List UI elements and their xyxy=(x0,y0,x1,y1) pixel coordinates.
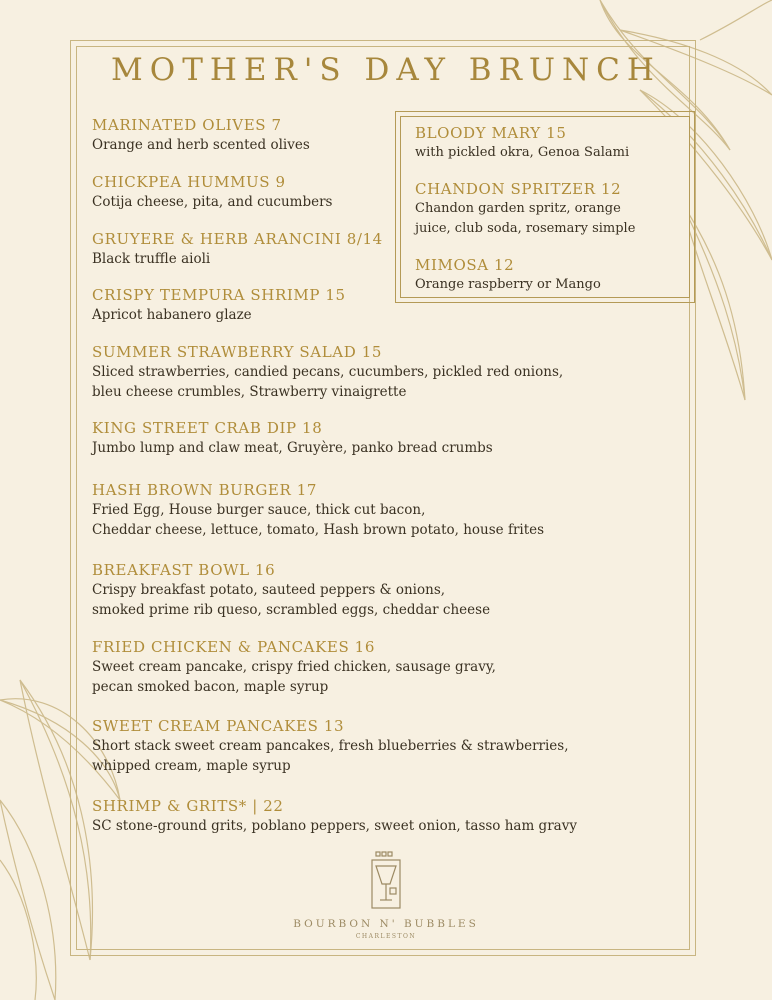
drink-name: BLOODY MARY 15 xyxy=(415,124,567,142)
menu-item-desc: pecan smoked bacon, maple syrup xyxy=(92,679,329,695)
drink-desc: with pickled okra, Genoa Salami xyxy=(415,145,630,160)
menu-item-desc: Fried Egg, House burger sauce, thick cut bacon, xyxy=(92,502,426,518)
menu-item-name: SWEET CREAM PANCAKES 13 xyxy=(92,717,345,735)
menu-item-name: SUMMER STRAWBERRY SALAD 15 xyxy=(92,343,383,361)
menu-item-desc: Cotija cheese, pita, and cucumbers xyxy=(92,194,333,210)
menu-item-desc: Sweet cream pancake, crispy fried chicken, sausage gravy, xyxy=(92,659,496,675)
menu-item-name: CRISPY TEMPURA SHRIMP 15 xyxy=(92,286,346,304)
menu-item xyxy=(92,480,612,540)
menu-item-desc: Crispy breakfast potato, sauteed peppers & onions, xyxy=(92,582,446,598)
menu-item-desc: SC stone-ground grits, poblano peppers, sweet onion, tasso ham gravy xyxy=(92,818,577,834)
menu-item-desc: smoked prime rib queso, scrambled eggs, cheddar cheese xyxy=(92,602,491,618)
menu-item-desc: whipped cream, maple syrup xyxy=(92,758,291,774)
menu-item-desc: Sliced strawberries, candied pecans, cucumbers, pickled red onions, xyxy=(92,364,564,380)
drink-item xyxy=(415,123,685,163)
drink-desc: Chandon garden spritz, orange xyxy=(415,201,621,216)
drink-item xyxy=(415,255,685,295)
drink-name: CHANDON SPRITZER 12 xyxy=(415,180,622,198)
menu-item-desc: Jumbo lump and claw meat, Gruyère, panko bread crumbs xyxy=(92,440,493,456)
menu-item-desc: Cheddar cheese, lettuce, tomato, Hash brown potato, house frites xyxy=(92,522,545,538)
menu-item-name: KING STREET CRAB DIP 18 xyxy=(92,419,323,437)
page-title: MOTHER'S DAY BRUNCH xyxy=(111,52,661,88)
menu-item-desc: Orange and herb scented olives xyxy=(92,137,310,153)
menu-item-name: GRUYERE & HERB ARANCINI 8/14 xyxy=(92,230,383,248)
menu-item xyxy=(92,560,612,620)
drink-desc: juice, club soda, rosemary simple xyxy=(415,221,636,236)
menu-item-name: FRIED CHICKEN & PANCAKES 16 xyxy=(92,638,375,656)
menu-item-desc: Black truffle aioli xyxy=(92,251,211,267)
menu-item-name: SHRIMP & GRITS* | 22 xyxy=(92,797,284,815)
champagne-glass-icon xyxy=(368,850,404,910)
menu-item-desc: bleu cheese crumbles, Strawberry vinaigrette xyxy=(92,384,407,400)
drinks-box xyxy=(395,111,695,303)
drink-name: MIMOSA 12 xyxy=(415,256,515,274)
menu-item xyxy=(92,418,612,458)
drinks-box-inner xyxy=(400,116,690,298)
menu-item-name: BREAKFAST BOWL 16 xyxy=(92,561,276,579)
drink-desc: Orange raspberry or Mango xyxy=(415,277,601,292)
menu-item-desc: Apricot habanero glaze xyxy=(92,307,252,323)
menu-item xyxy=(92,637,612,697)
logo-name: BOURBON N' BUBBLES xyxy=(293,918,479,930)
restaurant-logo xyxy=(0,850,772,940)
menu-item-name: MARINATED OLIVES 7 xyxy=(92,116,282,134)
drink-item xyxy=(415,179,685,239)
logo-city: CHARLESTON xyxy=(355,933,417,940)
menu-item-name: CHICKPEA HUMMUS 9 xyxy=(92,173,286,191)
menu-item xyxy=(92,796,612,836)
menu-item-name: HASH BROWN BURGER 17 xyxy=(92,481,318,499)
menu-item-desc: Short stack sweet cream pancakes, fresh blueberries & strawberries, xyxy=(92,738,569,754)
menu-item xyxy=(92,716,612,776)
menu-item xyxy=(92,342,612,402)
